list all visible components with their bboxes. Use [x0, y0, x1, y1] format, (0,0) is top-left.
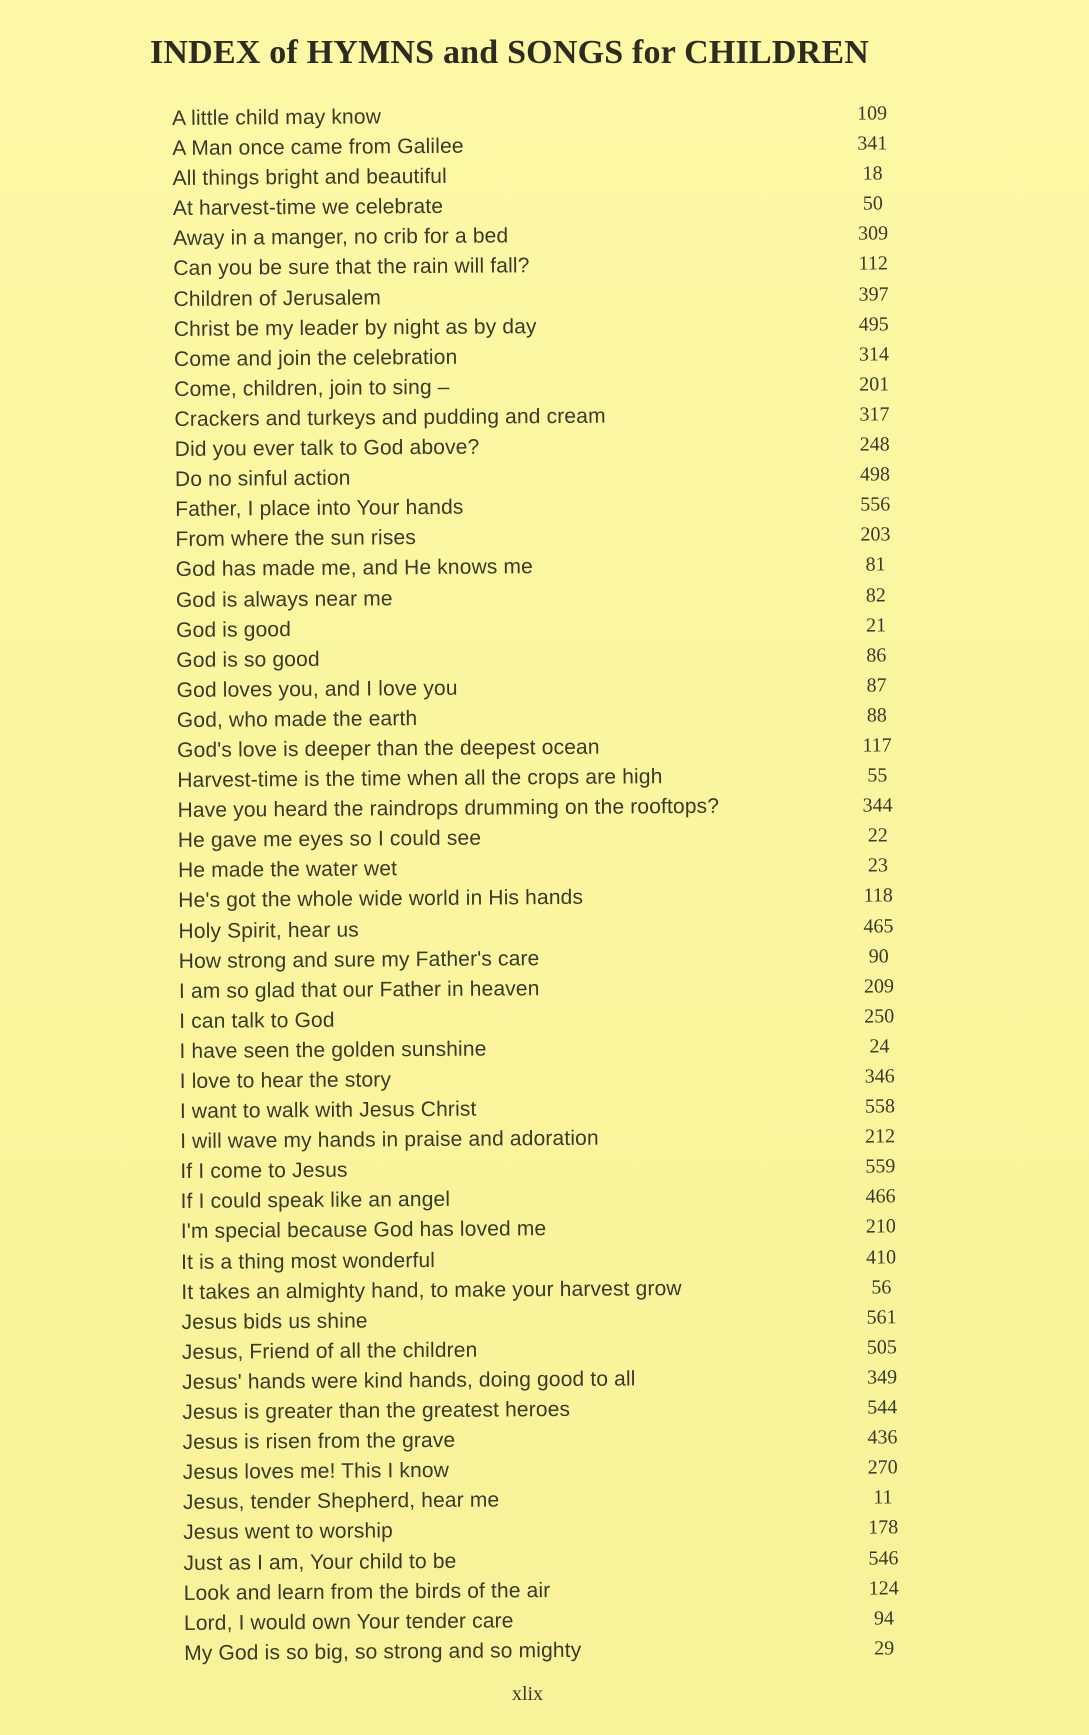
- hymn-page-number: 23: [867, 854, 889, 877]
- hymn-page-number: 18: [862, 162, 883, 185]
- hymn-title: I have seen the golden sunshine: [179, 1037, 487, 1063]
- hymn-title: He gave me eyes so I could see: [177, 826, 482, 853]
- hymn-title: It takes an almighty hand, to make your harvest grow: [181, 1276, 682, 1304]
- index-entry: [184, 1633, 910, 1669]
- hymn-title: Father, I place into Your hands: [175, 495, 464, 522]
- hymn-title: Jesus bids us shine: [181, 1309, 368, 1334]
- hymn-page-number: 50: [862, 192, 883, 215]
- hymn-title: Lord, I would own Your tender care: [183, 1609, 514, 1635]
- hymn-title: God is so good: [176, 647, 320, 672]
- hymn-page-number: 11: [873, 1486, 893, 1509]
- hymn-page-number: 248: [859, 433, 890, 456]
- hymn-page-number: 94: [873, 1607, 894, 1630]
- hymn-title: My God is so big, so strong and so mighty: [184, 1638, 582, 1665]
- hymn-title: A Man once came from Galilee: [172, 134, 464, 161]
- hymn-title: I can talk to God: [179, 1008, 335, 1033]
- hymn-page-number: 124: [868, 1576, 899, 1600]
- hymn-title: God's love is deeper than the deepest ocean: [176, 735, 600, 762]
- hymn-title: Can you be sure that the rain will fall?: [173, 254, 530, 281]
- hymn-page-number: 29: [874, 1637, 895, 1660]
- hymn-title: At harvest-time we celebrate: [172, 195, 444, 221]
- hymn-title: It is a thing most wonderful: [181, 1248, 436, 1274]
- hymn-page-number: 561: [866, 1306, 897, 1329]
- hymn-page-number: 346: [864, 1065, 895, 1088]
- hymn-page-number: 88: [866, 704, 887, 727]
- hymn-title: Christ be my leader by night as by day: [173, 314, 537, 341]
- hymn-title: He's got the whole wide world in His hands: [178, 886, 584, 913]
- hymn-page-number: 397: [858, 282, 889, 306]
- hymn-title: How strong and sure my Father's care: [178, 946, 540, 973]
- hymn-title: Look and learn from the birds of the air: [183, 1578, 551, 1605]
- hymn-title: If I come to Jesus: [180, 1158, 348, 1184]
- hymn-page-number: 309: [857, 222, 889, 245]
- hymn-title: I'm special because God has loved me: [180, 1217, 547, 1244]
- hymn-page-number: 498: [859, 463, 891, 486]
- hymn-page-number: 209: [863, 975, 895, 998]
- hymn-page-number: 90: [868, 945, 889, 968]
- page-number: xlix: [511, 1683, 544, 1705]
- hymn-title: Holy Spirit, hear us: [178, 918, 359, 943]
- hymn-page-number: 349: [866, 1366, 898, 1389]
- hymn-page-number: 544: [867, 1396, 898, 1419]
- hymn-title: From where the sun rises: [175, 526, 417, 552]
- hymn-page-number: 22: [867, 824, 888, 847]
- hymn-title: Jesus, Friend of all the children: [181, 1338, 478, 1364]
- hymn-page-number: 55: [867, 764, 888, 787]
- hymn-page-number: 344: [862, 794, 893, 817]
- hymn-title: God has made me, and He knows me: [175, 555, 534, 582]
- hymn-page-number: 341: [857, 132, 888, 155]
- hymn-title: I am so glad that our Father in heaven: [178, 976, 540, 1003]
- hymn-title: All things bright and beautiful: [172, 165, 447, 191]
- hymn-title: Jesus, tender Shepherd, hear me: [182, 1488, 500, 1515]
- hymn-page-number: 118: [863, 884, 893, 908]
- hymn-title: Come and join the celebration: [173, 345, 458, 371]
- hymn-page-number: 117: [862, 734, 892, 757]
- hymn-page-number: 505: [866, 1336, 897, 1359]
- hymn-page-number: 56: [871, 1276, 892, 1299]
- hymn-page-number: 270: [867, 1456, 898, 1479]
- hymn-page-number: 112: [858, 252, 888, 276]
- hymn-title: Crackers and turkeys and pudding and cream: [174, 404, 606, 431]
- hymn-page-number: 178: [868, 1516, 899, 1539]
- hymn-page-number: 559: [865, 1155, 896, 1178]
- hymn-title: I will wave my hands in praise and adoration: [180, 1126, 599, 1154]
- hymn-title: Come, children, join to sing –: [174, 375, 450, 401]
- hymn-page-number: 410: [865, 1245, 897, 1269]
- hymn-page-number: 81: [865, 553, 886, 576]
- hymn-index-list: [172, 98, 910, 1669]
- hymn-title: God, who made the earth: [176, 706, 418, 732]
- hymn-title: Have you heard the raindrops drumming on the rooftops?: [177, 794, 720, 823]
- hymn-page-number: 466: [865, 1185, 896, 1208]
- hymn-page-number: 87: [866, 674, 887, 697]
- hymn-title: God is good: [176, 617, 292, 642]
- hymn-title: Did you ever talk to God above?: [174, 435, 480, 462]
- hymn-page-number: 203: [860, 523, 891, 546]
- hymn-title: God is always near me: [175, 586, 393, 612]
- hymn-page-number: 24: [869, 1035, 890, 1058]
- hymn-page-number: 21: [866, 614, 887, 637]
- hymn-title: I love to hear the story: [179, 1068, 392, 1093]
- hymn-page-number: 314: [858, 343, 890, 366]
- hymn-page-number: 250: [864, 1005, 895, 1028]
- hymn-page-number: 556: [860, 493, 891, 516]
- hymn-title: He made the water wet: [177, 857, 398, 883]
- hymn-title: Children of Jerusalem: [173, 285, 382, 311]
- hymn-title: God loves you, and I love you: [176, 676, 458, 702]
- hymn-page-number: 201: [859, 373, 890, 396]
- hymn-page-number: 82: [865, 583, 886, 607]
- hymn-title: Do no sinful action: [174, 466, 351, 492]
- hymn-title: Jesus is greater than the greatest heroes: [182, 1397, 571, 1424]
- hymn-title: Away in a manger, no crib for a bed: [172, 224, 509, 251]
- hymn-title: I want to walk with Jesus Christ: [179, 1097, 477, 1124]
- hymn-title: Just as I am, Your child to be: [183, 1549, 457, 1575]
- hymn-page-number: 86: [866, 644, 887, 667]
- hymn-page-number: 495: [858, 313, 889, 336]
- hymn-title: Jesus went to worship: [183, 1519, 394, 1545]
- hymn-title: Harvest-time is the time when all the crops are high: [177, 765, 663, 793]
- hymn-title: A little child may know: [172, 105, 382, 130]
- hymn-page-number: 109: [857, 102, 888, 125]
- hymn-title: If I could speak like an angel: [180, 1188, 451, 1214]
- hymn-page-number: 317: [859, 403, 890, 426]
- hymn-page-number: 558: [864, 1095, 895, 1118]
- hymn-page-number: 465: [863, 914, 894, 938]
- hymn-title: Jesus' hands were kind hands, doing good to all: [181, 1367, 636, 1394]
- hymn-title: Jesus loves me! This I know: [182, 1459, 450, 1485]
- page-title: INDEX of HYMNS and SONGS for CHILDREN: [150, 34, 869, 71]
- hymn-page-number: 210: [865, 1215, 896, 1239]
- hymn-page-number: 436: [867, 1426, 898, 1449]
- hymn-page-number: 212: [865, 1125, 896, 1148]
- hymn-title: Jesus is risen from the grave: [182, 1428, 456, 1455]
- hymn-page-number: 546: [868, 1546, 899, 1570]
